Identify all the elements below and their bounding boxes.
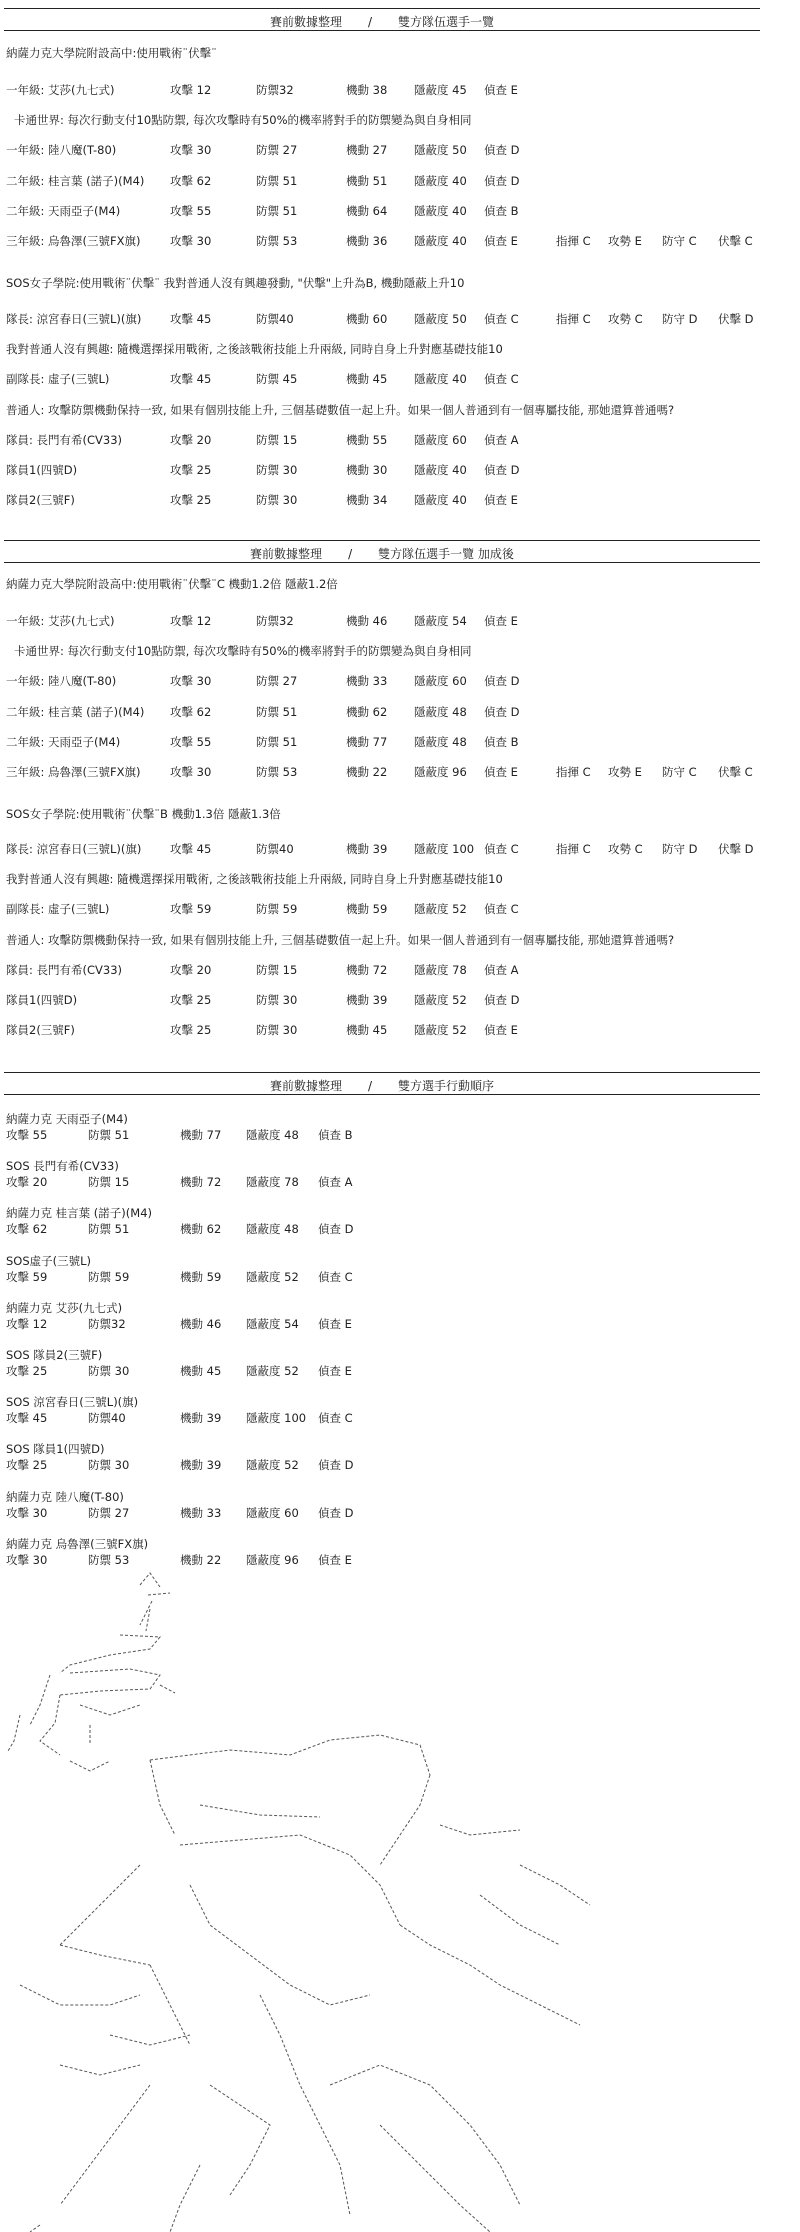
- player-name: 隊員1(四號D): [6, 993, 78, 1007]
- offense-stat: 攻勢 C: [608, 842, 643, 856]
- stealth-stat: 隱蔽度 45: [414, 83, 467, 97]
- stealth-stat: 隱蔽度 96: [414, 765, 467, 779]
- stealth-stat: 隱蔽度 48: [246, 1222, 299, 1237]
- attack-stat: 攻擊 30: [170, 765, 212, 779]
- defense-stat: 防禦 15: [88, 1175, 130, 1190]
- ambush-stat: 伏擊 C: [718, 234, 753, 248]
- defense-stat: 防禦 27: [88, 1505, 130, 1520]
- attack-stat: 攻擊 45: [170, 372, 212, 387]
- command-stat: 指揮 C: [556, 312, 591, 326]
- section-title-slash: /: [367, 15, 373, 29]
- stealth-stat: 隱蔽度 52: [414, 993, 467, 1007]
- recon-stat: 偵查 D: [318, 1222, 354, 1237]
- recon-stat: 偵查 E: [484, 765, 518, 779]
- mobility-stat: 機動 39: [180, 1458, 222, 1473]
- player-name: 隊員: 長門有希(CV33): [6, 432, 123, 447]
- defense-stat: 防禦 53: [88, 1552, 130, 1567]
- section-divider: [4, 1072, 760, 1073]
- offense-stat: 攻勢 E: [608, 765, 642, 779]
- stealth-stat: 隱蔽度 40: [414, 372, 467, 387]
- section-divider: [4, 8, 760, 9]
- section-title-right: 雙方隊伍選手一覽 加成後: [378, 547, 514, 561]
- recon-stat: 偵查 D: [484, 143, 520, 158]
- command-stat: 指揮 C: [556, 765, 591, 779]
- player-name: 隊長: 涼宮春日(三號L)(旗): [6, 842, 142, 856]
- defense-stat: 防禦 30: [256, 493, 298, 508]
- section-title-underline: [4, 1094, 760, 1095]
- defense-stat: 防禦 30: [256, 463, 298, 477]
- mobility-stat: 機動 22: [346, 765, 388, 779]
- attack-stat: 攻擊 55: [170, 734, 212, 749]
- recon-stat: 偵查 B: [484, 734, 519, 749]
- defense-stat: 防禦 51: [256, 704, 298, 719]
- ambush-stat: 伏擊 D: [718, 842, 754, 856]
- mobility-stat: 機動 36: [346, 234, 388, 248]
- team-header: 納薩力克大學院附設高中:使用戰術¨伏擊¨C 機動1.2倍 隱蔽1.2倍: [6, 577, 338, 591]
- section-title-left: 賽前數據整理: [269, 1079, 342, 1093]
- skill-note: 卡通世界: 每次行動支付10點防禦, 每次攻擊時有50%的機率將對手的防禦變為與自身相同: [14, 644, 472, 659]
- order-entry-name: SOS 隊員2(三號F): [6, 1348, 103, 1362]
- attack-stat: 攻擊 62: [170, 173, 212, 188]
- defense-stat: 防禦40: [256, 312, 294, 326]
- defense-stat: 防禦 51: [256, 173, 298, 188]
- mobility-stat: 機動 62: [180, 1222, 222, 1237]
- recon-stat: 偵查 E: [484, 614, 518, 628]
- recon-stat: 偵查 D: [484, 173, 520, 188]
- defense-stat: 防禦 15: [256, 432, 298, 447]
- player-name: 二年級: 天雨亞子(M4): [6, 734, 121, 749]
- ambush-stat: 伏擊 C: [718, 765, 753, 779]
- recon-stat: 偵查 D: [484, 993, 520, 1007]
- attack-stat: 攻擊 25: [170, 493, 212, 508]
- stealth-stat: 隱蔽度 50: [414, 312, 467, 326]
- command-stat: 指揮 C: [556, 842, 591, 856]
- stealth-stat: 隱蔽度 78: [414, 962, 467, 977]
- team-header: SOS女子學院:使用戰術¨伏擊¨B 機動1.3倍 隱蔽1.3倍: [6, 807, 281, 821]
- mobility-stat: 機動 39: [346, 842, 388, 856]
- defense-stat: 防禦 30: [256, 993, 298, 1007]
- offense-stat: 攻勢 C: [608, 312, 643, 326]
- player-name: 一年級: 艾莎(九七式): [6, 614, 115, 628]
- stealth-stat: 隱蔽度 40: [414, 173, 467, 188]
- attack-stat: 攻擊 12: [170, 83, 212, 97]
- stealth-stat: 隱蔽度 48: [414, 734, 467, 749]
- defense-stat: 防禦 27: [256, 143, 298, 158]
- order-entry-name: SOS虛子(三號L): [6, 1253, 92, 1268]
- player-name: 二年級: 桂言葉 (諾子)(M4): [6, 704, 145, 719]
- stealth-stat: 隱蔽度 52: [246, 1269, 299, 1284]
- attack-stat: 攻擊 12: [170, 614, 212, 628]
- section-title-left: 賽前數據整理: [250, 547, 323, 561]
- stealth-stat: 隱蔽度 48: [414, 704, 467, 719]
- order-entry-name: 納薩力克 艾莎(九七式): [6, 1300, 123, 1315]
- player-name: 三年級: 烏魯澤(三號FX旗): [6, 765, 141, 779]
- defense-stat: 防禦 59: [256, 902, 298, 917]
- attack-stat: 攻擊 30: [170, 674, 212, 689]
- ambush-stat: 伏擊 D: [718, 312, 754, 326]
- skill-note: 普通人: 攻擊防禦機動保持一致, 如果有個別技能上升, 三個基礎數值一起上升。如果一個人普通到有一個專屬技能, 那她還算普通嗎?: [6, 402, 675, 417]
- stealth-stat: 隱蔽度 52: [246, 1458, 299, 1473]
- attack-stat: 攻擊 25: [6, 1364, 48, 1378]
- order-entry-name: 納薩力克 天雨亞子(M4): [6, 1112, 128, 1126]
- mobility-stat: 機動 55: [346, 432, 388, 447]
- small-ascii-figure: [8, 1573, 175, 1771]
- attack-stat: 攻擊 25: [170, 1023, 212, 1038]
- attack-stat: 攻擊 20: [170, 962, 212, 977]
- recon-stat: 偵查 C: [484, 842, 519, 856]
- section-title-right: 雙方隊伍選手一覽: [398, 15, 495, 29]
- section-title-left: 賽前數據整理: [269, 15, 342, 29]
- defense-stat: 防禦 45: [256, 372, 298, 387]
- mobility-stat: 機動 33: [180, 1505, 222, 1520]
- recon-stat: 偵查 C: [318, 1411, 353, 1426]
- defense-stat: 防禦40: [256, 842, 294, 856]
- attack-stat: 攻擊 30: [170, 234, 212, 248]
- attack-stat: 攻擊 45: [170, 312, 212, 326]
- large-ascii-figure: [20, 1735, 590, 2232]
- recon-stat: 偵查 C: [484, 902, 519, 917]
- recon-stat: 偵查 D: [318, 1458, 354, 1473]
- order-entry-name: SOS 涼宮春日(三號L)(旗): [6, 1395, 139, 1410]
- mobility-stat: 機動 22: [180, 1552, 222, 1567]
- stealth-stat: 隱蔽度 40: [414, 234, 467, 248]
- recon-stat: 偵查 C: [318, 1269, 353, 1284]
- mobility-stat: 機動 33: [346, 674, 388, 689]
- stealth-stat: 隱蔽度 78: [246, 1175, 299, 1190]
- defense-stat: 防禦 51: [88, 1222, 130, 1237]
- order-entry-name: SOS 長門有希(CV33): [6, 1159, 119, 1174]
- stealth-stat: 隱蔽度 60: [414, 674, 467, 689]
- defense-stat: 防禦 30: [88, 1458, 130, 1473]
- stealth-stat: 隱蔽度 54: [246, 1316, 299, 1331]
- mobility-stat: 機動 59: [180, 1269, 222, 1284]
- mobility-stat: 機動 38: [346, 83, 388, 97]
- stealth-stat: 隱蔽度 52: [414, 902, 467, 917]
- recon-stat: 偵查 E: [318, 1364, 352, 1378]
- recon-stat: 偵查 D: [484, 674, 520, 689]
- defense-stat: 防禦32: [256, 614, 294, 628]
- mobility-stat: 機動 46: [346, 614, 388, 628]
- player-name: 隊員: 長門有希(CV33): [6, 962, 123, 977]
- section-title-underline: [4, 562, 760, 563]
- mobility-stat: 機動 45: [346, 1023, 388, 1038]
- stealth-stat: 隱蔽度 96: [246, 1552, 299, 1567]
- player-name: 副隊長: 虛子(三號L): [6, 902, 110, 917]
- mobility-stat: 機動 46: [180, 1316, 222, 1331]
- mobility-stat: 機動 60: [346, 312, 388, 326]
- order-entry-name: SOS 隊員1(四號D): [6, 1442, 105, 1457]
- recon-stat: 偵查 A: [484, 432, 519, 447]
- attack-stat: 攻擊 55: [170, 203, 212, 218]
- attack-stat: 攻擊 62: [6, 1222, 48, 1237]
- recon-stat: 偵查 E: [484, 1023, 518, 1038]
- attack-stat: 攻擊 25: [170, 463, 212, 477]
- section-title: [4, 1077, 760, 1094]
- defense-stat: 防禦 51: [256, 203, 298, 218]
- recon-stat: 偵查 A: [318, 1175, 353, 1190]
- section-divider: [4, 540, 760, 541]
- mobility-stat: 機動 39: [346, 993, 388, 1007]
- player-name: 一年級: 艾莎(九七式): [6, 83, 115, 97]
- order-entry-name: 納薩力克 烏魯澤(三號FX旗): [6, 1536, 149, 1551]
- player-name: 二年級: 天雨亞子(M4): [6, 203, 121, 218]
- attack-stat: 攻擊 20: [6, 1175, 48, 1190]
- guard-stat: 防守 C: [662, 234, 697, 248]
- defense-stat: 防禦32: [88, 1316, 126, 1331]
- defense-stat: 防禦 15: [256, 962, 298, 977]
- section-title: [4, 545, 760, 562]
- recon-stat: 偵查 E: [484, 234, 518, 248]
- stealth-stat: 隱蔽度 40: [414, 203, 467, 218]
- mobility-stat: 機動 59: [346, 902, 388, 917]
- attack-stat: 攻擊 59: [170, 902, 212, 917]
- mobility-stat: 機動 30: [346, 463, 388, 477]
- recon-stat: 偵查 D: [484, 704, 520, 719]
- stealth-stat: 隱蔽度 100: [246, 1411, 307, 1426]
- stealth-stat: 隱蔽度 40: [414, 493, 467, 508]
- stealth-stat: 隱蔽度 52: [414, 1023, 467, 1038]
- recon-stat: 偵查 B: [484, 203, 519, 218]
- player-name: 二年級: 桂言葉 (諾子)(M4): [6, 173, 145, 188]
- defense-stat: 防禦 53: [256, 765, 298, 779]
- defense-stat: 防禦 27: [256, 674, 298, 689]
- defense-stat: 防禦 30: [88, 1364, 130, 1378]
- stealth-stat: 隱蔽度 48: [246, 1128, 299, 1142]
- attack-stat: 攻擊 25: [170, 993, 212, 1007]
- stealth-stat: 隱蔽度 50: [414, 143, 467, 158]
- attack-stat: 攻擊 55: [6, 1128, 48, 1142]
- attack-stat: 攻擊 30: [6, 1552, 48, 1567]
- attack-stat: 攻擊 30: [170, 143, 212, 158]
- attack-stat: 攻擊 45: [170, 842, 212, 856]
- stealth-stat: 隱蔽度 52: [246, 1364, 299, 1378]
- player-name: 隊員2(三號F): [6, 493, 75, 508]
- recon-stat: 偵查 D: [318, 1505, 354, 1520]
- defense-stat: 防禦 30: [256, 1023, 298, 1038]
- guard-stat: 防守 D: [662, 842, 698, 856]
- recon-stat: 偵查 E: [318, 1552, 352, 1567]
- defense-stat: 防禦 53: [256, 234, 298, 248]
- player-name: 隊員2(三號F): [6, 1023, 75, 1038]
- attack-stat: 攻擊 30: [6, 1505, 48, 1520]
- recon-stat: 偵查 C: [484, 372, 519, 387]
- player-name: 副隊長: 虛子(三號L): [6, 372, 110, 387]
- defense-stat: 防禦 51: [88, 1128, 130, 1142]
- section-title-right: 雙方選手行動順序: [398, 1079, 495, 1093]
- stealth-stat: 隱蔽度 54: [414, 614, 467, 628]
- stealth-stat: 隱蔽度 60: [246, 1505, 299, 1520]
- attack-stat: 攻擊 45: [6, 1411, 48, 1426]
- mobility-stat: 機動 45: [346, 372, 388, 387]
- mobility-stat: 機動 34: [346, 493, 388, 508]
- defense-stat: 防禦40: [88, 1411, 126, 1426]
- player-name: 一年級: 陸八魔(T-80): [6, 674, 117, 689]
- skill-note: 卡通世界: 每次行動支付10點防禦, 每次攻擊時有50%的機率將對手的防禦變為與自身相同: [14, 113, 472, 128]
- team-header: SOS女子學院:使用戰術¨伏擊¨ 我對普通人沒有興趣發動, "伏擊"上升為B, 機動隱蔽上升10: [6, 276, 465, 290]
- team-header: 納薩力克大學院附設高中:使用戰術¨伏擊¨: [6, 46, 217, 60]
- mobility-stat: 機動 45: [180, 1364, 222, 1378]
- defense-stat: 防禦 59: [88, 1269, 130, 1284]
- section-title: [4, 13, 760, 30]
- recon-stat: 偵查 E: [484, 83, 518, 97]
- offense-stat: 攻勢 E: [608, 234, 642, 248]
- command-stat: 指揮 C: [556, 234, 591, 248]
- player-name: 一年級: 陸八魔(T-80): [6, 143, 117, 158]
- section-title-slash: /: [348, 547, 353, 561]
- section-title-underline: [4, 30, 760, 31]
- mobility-stat: 機動 77: [180, 1128, 222, 1142]
- mobility-stat: 機動 72: [180, 1175, 222, 1190]
- mobility-stat: 機動 51: [346, 173, 388, 188]
- order-entry-name: 納薩力克 桂言葉 (諾子)(M4): [6, 1206, 152, 1221]
- recon-stat: 偵查 B: [318, 1128, 353, 1142]
- mobility-stat: 機動 72: [346, 962, 388, 977]
- attack-stat: 攻擊 25: [6, 1458, 48, 1473]
- recon-stat: 偵查 A: [484, 962, 519, 977]
- skill-note: 普通人: 攻擊防禦機動保持一致, 如果有個別技能上升, 三個基礎數值一起上升。如果一個人普通到有一個專屬技能, 那她還算普通嗎?: [6, 932, 675, 947]
- stealth-stat: 隱蔽度 60: [414, 432, 467, 447]
- mobility-stat: 機動 64: [346, 203, 388, 218]
- mobility-stat: 機動 39: [180, 1411, 222, 1426]
- stealth-stat: 隱蔽度 40: [414, 463, 467, 477]
- player-name: 隊長: 涼宮春日(三號L)(旗): [6, 312, 142, 326]
- recon-stat: 偵查 D: [484, 463, 520, 477]
- recon-stat: 偵查 E: [484, 493, 518, 508]
- recon-stat: 偵查 E: [318, 1316, 352, 1331]
- player-name: 三年級: 烏魯澤(三號FX旗): [6, 234, 141, 248]
- attack-stat: 攻擊 62: [170, 704, 212, 719]
- attack-stat: 攻擊 20: [170, 432, 212, 447]
- recon-stat: 偵查 C: [484, 312, 519, 326]
- stealth-stat: 隱蔽度 100: [414, 842, 475, 856]
- mobility-stat: 機動 77: [346, 734, 388, 749]
- attack-stat: 攻擊 59: [6, 1269, 48, 1284]
- mobility-stat: 機動 62: [346, 704, 388, 719]
- skill-note: 我對普通人沒有興趣: 隨機選擇採用戰術, 之後該戰術技能上升兩級, 同時自身上升對應基礎技能10: [6, 342, 503, 357]
- player-name: 隊員1(四號D): [6, 463, 78, 477]
- order-entry-name: 納薩力克 陸八魔(T-80): [6, 1489, 124, 1504]
- defense-stat: 防禦 51: [256, 734, 298, 749]
- section-title-slash: /: [367, 1079, 373, 1093]
- defense-stat: 防禦32: [256, 83, 294, 97]
- guard-stat: 防守 C: [662, 765, 697, 779]
- guard-stat: 防守 D: [662, 312, 698, 326]
- skill-note: 我對普通人沒有興趣: 隨機選擇採用戰術, 之後該戰術技能上升兩級, 同時自身上升對應基礎技能10: [6, 872, 503, 887]
- mobility-stat: 機動 27: [346, 143, 388, 158]
- ascii-artwork: [0, 1565, 800, 2232]
- attack-stat: 攻擊 12: [6, 1316, 48, 1331]
